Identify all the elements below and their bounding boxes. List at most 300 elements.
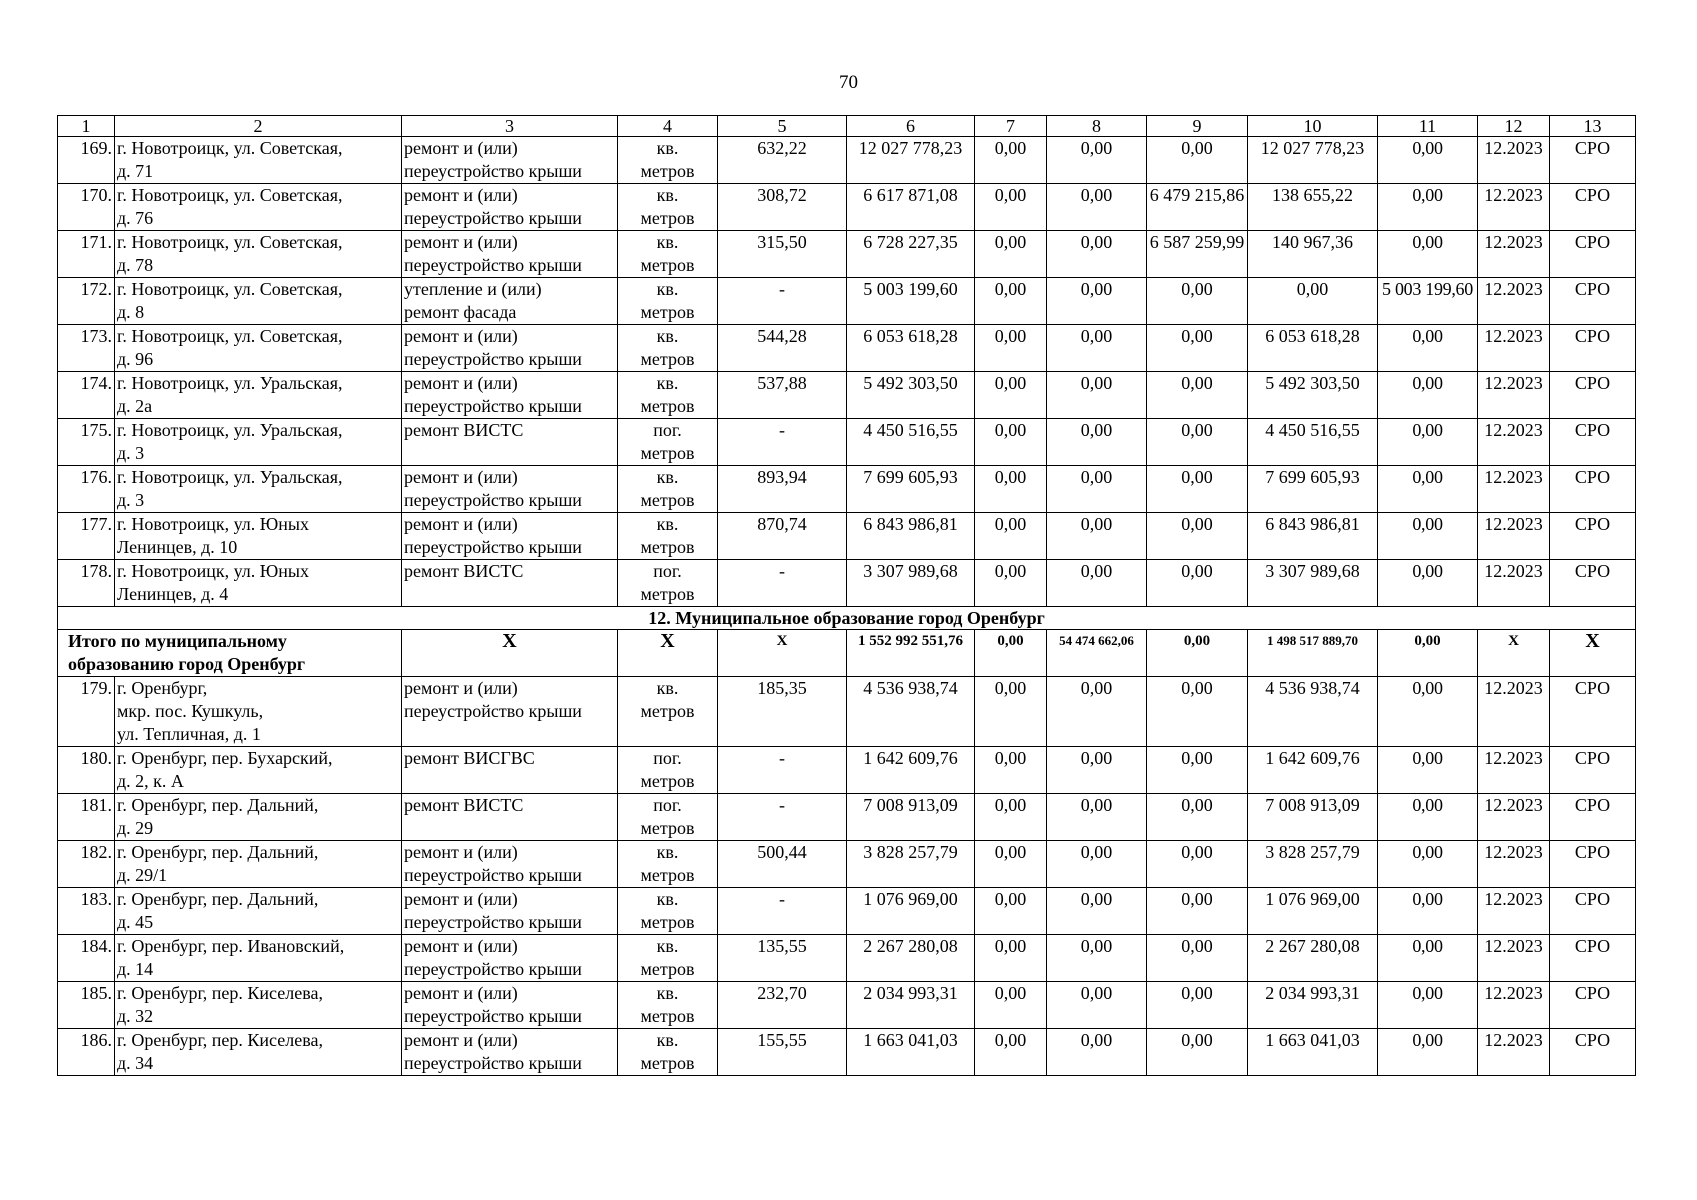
total-cell-4: Х xyxy=(618,630,718,677)
row-number: 174. xyxy=(58,372,115,419)
address-cell xyxy=(115,231,402,278)
work-type-cell xyxy=(402,231,618,278)
value-cell-8: 0,00 xyxy=(1047,560,1147,607)
row-number: 186. xyxy=(58,1029,115,1076)
value-cell-11: 0,00 xyxy=(1378,677,1478,747)
unit-cell xyxy=(618,935,718,982)
row-number: 170. xyxy=(58,184,115,231)
address-cell-line: г. Оренбург, пер. Киселева, xyxy=(117,1030,323,1050)
value-cell-10: 4 536 938,74 xyxy=(1248,677,1378,747)
value-cell-7: 0,00 xyxy=(975,1029,1047,1076)
deadline-cell: 12.2023 xyxy=(1478,841,1550,888)
address-cell-line: мкр. пос. Кушкуль, xyxy=(117,701,264,721)
address-cell xyxy=(115,1029,402,1076)
work-type-cell xyxy=(402,1029,618,1076)
address-cell-line: д. 45 xyxy=(117,912,154,932)
address-cell-line: д. 3 xyxy=(117,443,145,463)
volume-cell: - xyxy=(718,747,847,794)
deadline-cell: 12.2023 xyxy=(1478,231,1550,278)
work-type-cell-line xyxy=(404,817,615,840)
value-cell-8: 0,00 xyxy=(1047,372,1147,419)
deadline-cell: 12.2023 xyxy=(1478,794,1550,841)
value-cell-9: 0,00 xyxy=(1147,1029,1248,1076)
table-row xyxy=(58,278,1636,325)
work-type-cell-line: ремонт и (или) xyxy=(404,185,518,205)
value-cell-9: 0,00 xyxy=(1147,794,1248,841)
work-type-cell-line: ремонт и (или) xyxy=(404,936,518,956)
volume-cell: 500,44 xyxy=(718,841,847,888)
value-cell-11: 0,00 xyxy=(1378,466,1478,513)
address-cell-line: д. 32 xyxy=(117,1006,154,1026)
value-cell-8: 0,00 xyxy=(1047,513,1147,560)
unit-cell xyxy=(618,982,718,1029)
work-type-cell-line: переустройство крыши xyxy=(404,959,582,979)
value-cell-7: 0,00 xyxy=(975,747,1047,794)
work-type-cell xyxy=(402,747,618,794)
unit-cell-line: метров xyxy=(640,701,695,721)
value-cell-10: 3 828 257,79 xyxy=(1248,841,1378,888)
address-cell xyxy=(115,935,402,982)
value-cell-7: 0,00 xyxy=(975,231,1047,278)
unit-cell xyxy=(618,466,718,513)
value-cell-11: 0,00 xyxy=(1378,419,1478,466)
row-number: 182. xyxy=(58,841,115,888)
address-cell xyxy=(115,513,402,560)
address-cell-line: Ленинцев, д. 10 xyxy=(117,537,238,557)
address-cell xyxy=(115,278,402,325)
value-cell-11: 0,00 xyxy=(1378,560,1478,607)
volume-cell: - xyxy=(718,278,847,325)
row-number: 172. xyxy=(58,278,115,325)
source-cell: СРО xyxy=(1550,325,1636,372)
work-type-cell xyxy=(402,184,618,231)
value-cell-9: 0,00 xyxy=(1147,419,1248,466)
volume-cell: 632,22 xyxy=(718,137,847,184)
value-cell-9: 6 479 215,86 xyxy=(1147,184,1248,231)
column-number: 13 xyxy=(1550,116,1636,137)
value-cell-11: 0,00 xyxy=(1378,513,1478,560)
cost-total-cell: 7 008 913,09 xyxy=(847,794,975,841)
cost-total-cell: 1 663 041,03 xyxy=(847,1029,975,1076)
unit-cell xyxy=(618,419,718,466)
value-cell-8: 0,00 xyxy=(1047,231,1147,278)
work-type-cell-line: ремонт и (или) xyxy=(404,138,518,158)
work-type-cell-line: ремонт и (или) xyxy=(404,889,518,909)
value-cell-11: 0,00 xyxy=(1378,841,1478,888)
cost-total-cell: 6 053 618,28 xyxy=(847,325,975,372)
address-cell xyxy=(115,888,402,935)
work-type-cell-line: переустройство крыши xyxy=(404,396,582,416)
address-cell-line: д. 2, к. А xyxy=(117,771,184,791)
value-cell-8: 0,00 xyxy=(1047,982,1147,1029)
value-cell-10: 6 843 986,81 xyxy=(1248,513,1378,560)
value-cell-7: 0,00 xyxy=(975,794,1047,841)
unit-cell xyxy=(618,794,718,841)
address-cell-line: д. 14 xyxy=(117,959,154,979)
source-cell: СРО xyxy=(1550,231,1636,278)
address-cell xyxy=(115,982,402,1029)
address-cell-line: д. 29/1 xyxy=(117,865,168,885)
value-cell-9: 0,00 xyxy=(1147,372,1248,419)
volume-cell: 893,94 xyxy=(718,466,847,513)
unit-cell xyxy=(618,184,718,231)
cost-total-cell: 6 843 986,81 xyxy=(847,513,975,560)
address-cell-line: г. Новотроицк, ул. Советская, xyxy=(117,279,343,299)
volume-cell: 308,72 xyxy=(718,184,847,231)
unit-cell-line: пог. xyxy=(653,561,682,581)
value-cell-8: 0,00 xyxy=(1047,184,1147,231)
value-cell-11: 0,00 xyxy=(1378,372,1478,419)
address-cell-line: г. Новотроицк, ул. Юных xyxy=(117,561,310,581)
value-cell-10: 12 027 778,23 xyxy=(1248,137,1378,184)
value-cell-8: 0,00 xyxy=(1047,888,1147,935)
source-cell: СРО xyxy=(1550,137,1636,184)
value-cell-10: 1 076 969,00 xyxy=(1248,888,1378,935)
unit-cell-line: метров xyxy=(640,771,695,791)
work-type-cell-line xyxy=(404,442,615,465)
value-cell-7: 0,00 xyxy=(975,513,1047,560)
total-cell-13: Х xyxy=(1550,630,1636,677)
work-type-cell-line: ремонт ВИСГВС xyxy=(404,748,535,768)
unit-cell-line: метров xyxy=(640,302,695,322)
unit-cell xyxy=(618,278,718,325)
volume-cell: - xyxy=(718,888,847,935)
deadline-cell: 12.2023 xyxy=(1478,419,1550,466)
value-cell-9: 0,00 xyxy=(1147,935,1248,982)
table-row xyxy=(58,841,1636,888)
total-cell-10: 1 498 517 889,70 xyxy=(1248,630,1378,677)
cost-total-cell: 2 267 280,08 xyxy=(847,935,975,982)
value-cell-10: 1 663 041,03 xyxy=(1248,1029,1378,1076)
unit-cell-line: кв. xyxy=(656,514,679,534)
address-cell-line: д. 29 xyxy=(117,818,154,838)
cost-total-cell: 6 728 227,35 xyxy=(847,231,975,278)
unit-cell-line: пог. xyxy=(653,795,682,815)
work-type-cell-line xyxy=(404,770,615,793)
address-cell-line: г. Новотроицк, ул. Уральская, xyxy=(117,467,343,487)
value-cell-7: 0,00 xyxy=(975,466,1047,513)
value-cell-9: 0,00 xyxy=(1147,560,1248,607)
work-type-cell xyxy=(402,935,618,982)
unit-cell-line: метров xyxy=(640,443,695,463)
value-cell-8: 0,00 xyxy=(1047,278,1147,325)
address-cell-line: г. Оренбург, пер. Дальний, xyxy=(117,842,319,862)
value-cell-7: 0,00 xyxy=(975,278,1047,325)
table-row xyxy=(58,677,1636,747)
total-cell-9: 0,00 xyxy=(1147,630,1248,677)
deadline-cell: 12.2023 xyxy=(1478,137,1550,184)
table-row xyxy=(58,137,1636,184)
work-type-cell-line: переустройство крыши xyxy=(404,537,582,557)
row-number: 179. xyxy=(58,677,115,747)
unit-cell xyxy=(618,747,718,794)
address-cell xyxy=(115,560,402,607)
work-type-cell-line: переустройство крыши xyxy=(404,865,582,885)
cost-total-cell: 5 492 303,50 xyxy=(847,372,975,419)
deadline-cell: 12.2023 xyxy=(1478,1029,1550,1076)
work-type-cell xyxy=(402,888,618,935)
work-type-cell-line: переустройство крыши xyxy=(404,490,582,510)
deadline-cell: 12.2023 xyxy=(1478,325,1550,372)
value-cell-10: 1 642 609,76 xyxy=(1248,747,1378,794)
value-cell-10: 4 450 516,55 xyxy=(1248,419,1378,466)
address-cell xyxy=(115,419,402,466)
address-cell-line: г. Оренбург, пер. Дальний, xyxy=(117,795,319,815)
cost-total-cell: 3 828 257,79 xyxy=(847,841,975,888)
value-cell-11: 0,00 xyxy=(1378,747,1478,794)
row-number: 180. xyxy=(58,747,115,794)
value-cell-10: 3 307 989,68 xyxy=(1248,560,1378,607)
row-number: 171. xyxy=(58,231,115,278)
unit-cell-line: метров xyxy=(640,490,695,510)
table-row xyxy=(58,1029,1636,1076)
source-cell: СРО xyxy=(1550,677,1636,747)
value-cell-9: 0,00 xyxy=(1147,513,1248,560)
volume-cell: 135,55 xyxy=(718,935,847,982)
value-cell-11: 0,00 xyxy=(1378,1029,1478,1076)
unit-cell xyxy=(618,231,718,278)
address-cell-line: д. 2а xyxy=(117,396,153,416)
table-row xyxy=(58,560,1636,607)
address-cell-line: д. 78 xyxy=(117,255,154,275)
deadline-cell: 12.2023 xyxy=(1478,935,1550,982)
address-cell-line: г. Новотроицк, ул. Уральская, xyxy=(117,420,343,440)
value-cell-8: 0,00 xyxy=(1047,747,1147,794)
work-type-cell-line: переустройство крыши xyxy=(404,161,582,181)
deadline-cell: 12.2023 xyxy=(1478,982,1550,1029)
unit-cell xyxy=(618,888,718,935)
address-cell xyxy=(115,677,402,747)
address-cell-line: г. Оренбург, пер. Бухарский, xyxy=(117,748,333,768)
address-cell-line: Ленинцев, д. 4 xyxy=(117,584,229,604)
value-cell-11: 0,00 xyxy=(1378,982,1478,1029)
address-cell-line: г. Оренбург, пер. Киселева, xyxy=(117,983,323,1003)
address-cell-line: г. Новотроицк, ул. Советская, xyxy=(117,185,343,205)
unit-cell-line: кв. xyxy=(656,232,679,252)
table-row xyxy=(58,419,1636,466)
value-cell-8: 0,00 xyxy=(1047,794,1147,841)
value-cell-10: 6 053 618,28 xyxy=(1248,325,1378,372)
table-row xyxy=(58,794,1636,841)
address-cell-line: ул. Тепличная, д. 1 xyxy=(117,724,261,744)
work-type-cell-line: ремонт и (или) xyxy=(404,678,518,698)
deadline-cell: 12.2023 xyxy=(1478,184,1550,231)
address-cell-line: г. Оренбург, xyxy=(117,678,208,698)
table-row xyxy=(58,231,1636,278)
source-cell: СРО xyxy=(1550,982,1636,1029)
work-type-cell xyxy=(402,794,618,841)
work-type-cell-line: ремонт и (или) xyxy=(404,842,518,862)
table-row xyxy=(58,935,1636,982)
value-cell-8: 0,00 xyxy=(1047,325,1147,372)
section-row xyxy=(58,607,1636,630)
work-type-cell-line: переустройство крыши xyxy=(404,701,582,721)
value-cell-10: 0,00 xyxy=(1248,278,1378,325)
value-cell-7: 0,00 xyxy=(975,560,1047,607)
column-number-row xyxy=(58,116,1636,137)
value-cell-9: 0,00 xyxy=(1147,982,1248,1029)
value-cell-7: 0,00 xyxy=(975,325,1047,372)
total-label-line: образованию город Оренбург xyxy=(68,654,306,674)
unit-cell xyxy=(618,560,718,607)
value-cell-9: 0,00 xyxy=(1147,278,1248,325)
volume-cell: 544,28 xyxy=(718,325,847,372)
work-type-cell xyxy=(402,677,618,747)
value-cell-9: 0,00 xyxy=(1147,841,1248,888)
work-type-cell xyxy=(402,982,618,1029)
total-cell-7: 0,00 xyxy=(975,630,1047,677)
value-cell-9: 0,00 xyxy=(1147,677,1248,747)
table-row xyxy=(58,747,1636,794)
unit-cell-line: метров xyxy=(640,161,695,181)
source-cell: СРО xyxy=(1550,372,1636,419)
address-cell-line: д. 71 xyxy=(117,161,154,181)
value-cell-7: 0,00 xyxy=(975,137,1047,184)
value-cell-10: 2 034 993,31 xyxy=(1248,982,1378,1029)
work-type-cell-line: ремонт и (или) xyxy=(404,232,518,252)
volume-cell: 537,88 xyxy=(718,372,847,419)
work-type-cell-line: ремонт и (или) xyxy=(404,326,518,346)
address-cell xyxy=(115,325,402,372)
row-number: 176. xyxy=(58,466,115,513)
unit-cell-line: кв. xyxy=(656,326,679,346)
value-cell-11: 0,00 xyxy=(1378,137,1478,184)
volume-cell: 315,50 xyxy=(718,231,847,278)
work-type-cell xyxy=(402,325,618,372)
column-number: 5 xyxy=(718,116,847,137)
unit-cell-line: метров xyxy=(640,818,695,838)
address-cell xyxy=(115,372,402,419)
address-cell-line: д. 8 xyxy=(117,302,145,322)
deadline-cell: 12.2023 xyxy=(1478,888,1550,935)
work-type-cell xyxy=(402,278,618,325)
work-type-cell-line: ремонт и (или) xyxy=(404,514,518,534)
deadline-cell: 12.2023 xyxy=(1478,747,1550,794)
address-cell-line: г. Оренбург, пер. Дальний, xyxy=(117,889,319,909)
value-cell-9: 0,00 xyxy=(1147,888,1248,935)
value-cell-11: 0,00 xyxy=(1378,231,1478,278)
value-cell-10: 7 008 913,09 xyxy=(1248,794,1378,841)
unit-cell-line: метров xyxy=(640,349,695,369)
work-type-cell-line: переустройство крыши xyxy=(404,1053,582,1073)
unit-cell xyxy=(618,677,718,747)
value-cell-8: 0,00 xyxy=(1047,677,1147,747)
address-cell-line: г. Новотроицк, ул. Советская, xyxy=(117,138,343,158)
cost-total-cell: 7 699 605,93 xyxy=(847,466,975,513)
deadline-cell: 12.2023 xyxy=(1478,372,1550,419)
address-cell-line: д. 76 xyxy=(117,208,154,228)
volume-cell: - xyxy=(718,419,847,466)
work-type-cell-line: ремонт ВИСТС xyxy=(404,420,524,440)
unit-cell-line: пог. xyxy=(653,420,682,440)
total-cell-5: Х xyxy=(718,630,847,677)
column-number: 10 xyxy=(1248,116,1378,137)
total-cell-3: Х xyxy=(402,630,618,677)
row-number: 181. xyxy=(58,794,115,841)
total-cost: 1 552 992 551,76 xyxy=(847,630,975,677)
unit-cell-line: кв. xyxy=(656,138,679,158)
value-cell-7: 0,00 xyxy=(975,982,1047,1029)
work-type-cell-line: утепление и (или) xyxy=(404,279,542,299)
cost-total-cell: 1 642 609,76 xyxy=(847,747,975,794)
value-cell-11: 0,00 xyxy=(1378,794,1478,841)
source-cell: СРО xyxy=(1550,888,1636,935)
work-type-cell xyxy=(402,372,618,419)
cost-total-cell: 1 076 969,00 xyxy=(847,888,975,935)
column-number: 4 xyxy=(618,116,718,137)
value-cell-7: 0,00 xyxy=(975,888,1047,935)
value-cell-8: 0,00 xyxy=(1047,419,1147,466)
unit-cell-line: кв. xyxy=(656,1030,679,1050)
total-cell-8: 54 474 662,06 xyxy=(1047,630,1147,677)
address-cell xyxy=(115,184,402,231)
value-cell-11: 0,00 xyxy=(1378,935,1478,982)
table-row xyxy=(58,888,1636,935)
unit-cell xyxy=(618,325,718,372)
source-cell: СРО xyxy=(1550,419,1636,466)
column-number: 9 xyxy=(1147,116,1248,137)
address-cell xyxy=(115,841,402,888)
table-row xyxy=(58,982,1636,1029)
source-cell: СРО xyxy=(1550,747,1636,794)
value-cell-10: 5 492 303,50 xyxy=(1248,372,1378,419)
cost-total-cell: 12 027 778,23 xyxy=(847,137,975,184)
unit-cell-line: кв. xyxy=(656,467,679,487)
cost-total-cell: 4 536 938,74 xyxy=(847,677,975,747)
column-number: 6 xyxy=(847,116,975,137)
deadline-cell: 12.2023 xyxy=(1478,560,1550,607)
cost-total-cell: 5 003 199,60 xyxy=(847,278,975,325)
column-number: 2 xyxy=(115,116,402,137)
unit-cell-line: кв. xyxy=(656,678,679,698)
row-number: 169. xyxy=(58,137,115,184)
value-cell-8: 0,00 xyxy=(1047,841,1147,888)
volume-cell: - xyxy=(718,560,847,607)
address-cell xyxy=(115,794,402,841)
table-row xyxy=(58,372,1636,419)
deadline-cell: 12.2023 xyxy=(1478,677,1550,747)
table-row xyxy=(58,184,1636,231)
row-number: 178. xyxy=(58,560,115,607)
total-label-line: Итого по муниципальному xyxy=(68,631,287,651)
source-cell: СРО xyxy=(1550,794,1636,841)
value-cell-10: 138 655,22 xyxy=(1248,184,1378,231)
total-cell-12: Х xyxy=(1478,630,1550,677)
cost-total-cell: 4 450 516,55 xyxy=(847,419,975,466)
work-type-cell-line: ремонт и (или) xyxy=(404,1030,518,1050)
unit-cell-line: кв. xyxy=(656,279,679,299)
total-row xyxy=(58,630,1636,677)
value-cell-10: 140 967,36 xyxy=(1248,231,1378,278)
unit-cell xyxy=(618,841,718,888)
address-cell-line: г. Новотроицк, ул. Юных xyxy=(117,514,310,534)
work-type-cell-line xyxy=(404,583,615,606)
unit-cell-line: кв. xyxy=(656,373,679,393)
value-cell-11: 5 003 199,60 xyxy=(1378,278,1478,325)
address-cell-line: г. Оренбург, пер. Ивановский, xyxy=(117,936,345,956)
work-type-cell-line: переустройство крыши xyxy=(404,1006,582,1026)
unit-cell-line: кв. xyxy=(656,936,679,956)
volume-cell: 185,35 xyxy=(718,677,847,747)
value-cell-11: 0,00 xyxy=(1378,888,1478,935)
work-type-cell-line: переустройство крыши xyxy=(404,912,582,932)
address-cell-line: д. 34 xyxy=(117,1053,154,1073)
value-cell-8: 0,00 xyxy=(1047,137,1147,184)
deadline-cell: 12.2023 xyxy=(1478,513,1550,560)
unit-cell-line: метров xyxy=(640,1053,695,1073)
source-cell: СРО xyxy=(1550,278,1636,325)
work-type-cell-line: ремонт и (или) xyxy=(404,373,518,393)
